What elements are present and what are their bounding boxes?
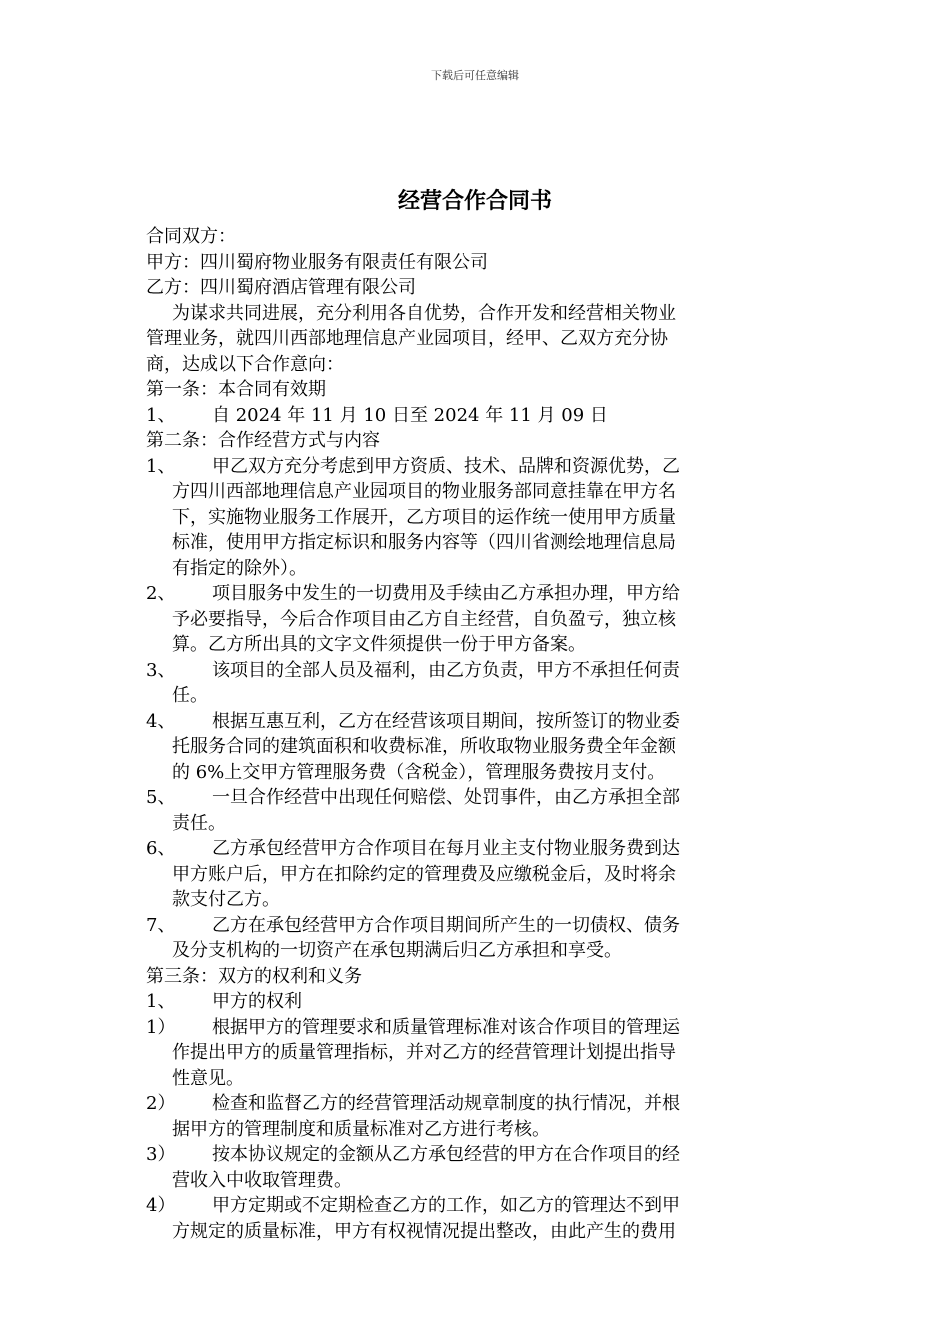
clause-item — [146, 1091, 806, 1142]
article-3-items — [146, 1015, 806, 1245]
clause-line: 标准，使用甲方指定标识和服务内容等（四川省测绘地理信息局 — [172, 532, 676, 553]
article-2-items — [146, 454, 806, 964]
clause-number: 1、 — [146, 991, 176, 1012]
clause-text — [172, 913, 812, 964]
clause-number: 3、 — [146, 659, 176, 681]
article-2-heading: 第二条：合作经营方式与内容 — [146, 430, 380, 451]
clause-item — [146, 581, 806, 658]
clause-text — [172, 658, 812, 709]
clause-line: 的 6%上交甲方管理服务费（含税金），管理服务费按月支付。 — [172, 761, 666, 783]
clause-line: 任。 — [172, 685, 208, 706]
clause-item — [146, 454, 806, 582]
clause-item — [146, 836, 806, 913]
clause-number: 7、 — [146, 914, 176, 936]
clause-line: 该项目的全部人员及福利，由乙方负责，甲方不承担任何责 — [212, 659, 680, 681]
clause-line: 营收入中收取管理费。 — [172, 1169, 352, 1191]
parties-label: 合同双方： — [146, 226, 236, 247]
clause-line: 检查和监督乙方的经营管理活动规章制度的执行情况，并根 — [212, 1093, 680, 1114]
clause-line: 乙方承包经营甲方合作项目在每月业主支付物业服务费到达 — [212, 838, 680, 859]
clause-item — [146, 709, 806, 786]
clause-number: 3） — [146, 1144, 176, 1165]
clause-number: 1、 — [146, 455, 176, 477]
clause-text — [172, 1015, 812, 1092]
party-b: 乙方：四川蜀府酒店管理有限公司 — [146, 277, 416, 298]
clause-item — [146, 403, 806, 429]
clause-line: 方四川西部地理信息产业园项目的物业服务部同意挂靠在甲方名 — [172, 481, 676, 502]
clause-line: 有指定的除外）。 — [172, 557, 307, 579]
preamble-line: 为谋求共同进展，充分利用各自优势，合作开发和经营相关物业 — [172, 302, 676, 324]
clause-line: 算。乙方所出具的文字文件须提供一份于甲方备案。 — [172, 634, 586, 655]
clause-text — [172, 1091, 812, 1142]
clause-line: 一旦合作经营中出现任何赔偿、处罚事件，由乙方承担全部 — [212, 787, 680, 808]
clause-text — [172, 836, 812, 913]
clause-number: 4） — [146, 1195, 176, 1216]
article-3-subheading — [146, 989, 806, 1015]
clause-line: 托服务合同的建筑面积和收费标准，所收取物业服务费全年金额 — [172, 736, 676, 757]
clause-item — [146, 1193, 806, 1244]
clause-line: 乙方在承包经营甲方合作项目期间所产生的一切债权、债务 — [212, 914, 680, 936]
clause-item — [146, 1015, 806, 1092]
clause-line: 责任。 — [172, 812, 226, 834]
clause-text — [172, 785, 812, 836]
clause-line: 予必要指导，今后合作项目由乙方自主经营，自负盈亏，独立核 — [172, 608, 676, 630]
clause-item — [146, 1142, 806, 1193]
clause-number: 2） — [146, 1093, 176, 1114]
article-1-items — [146, 403, 806, 429]
clause-text — [172, 1142, 812, 1193]
article-1-heading: 第一条：本合同有效期 — [146, 379, 326, 400]
clause-text — [172, 581, 812, 658]
clause-line: 按本协议规定的金额从乙方承包经营的甲方在合作项目的经 — [212, 1144, 680, 1165]
clause-text — [172, 454, 812, 582]
clause-number: 4、 — [146, 710, 176, 732]
clause-line: 甲方账户后，甲方在扣除约定的管理费及应缴税金后，及时将余 — [172, 863, 676, 885]
clause-number: 2、 — [146, 583, 176, 604]
clause-text — [172, 1193, 812, 1244]
page-header: 下载后可任意编辑 — [431, 69, 519, 82]
clause-line: 根据甲方的管理要求和质量管理标准对该合作项目的管理运 — [212, 1016, 680, 1038]
clause-line: 作提出甲方的质量管理指标，并对乙方的经营管理计划提出指导 — [172, 1042, 676, 1063]
clause-text — [212, 403, 812, 429]
document-body — [146, 224, 806, 1244]
clause-line: 方规定的质量标准，甲方有权视情况提出整改，由此产生的费用 — [172, 1220, 676, 1242]
clause-line: 性意见。 — [172, 1067, 244, 1089]
clause-line: 根据互惠互利，乙方在经营该项目期间，按所签订的物业委 — [212, 710, 680, 732]
clause-number: 1、 — [146, 404, 176, 426]
preamble-line: 商，达成以下合作意向： — [146, 353, 344, 375]
clause-line: 自 2024 年 11 月 10 日至 2024 年 11 月 09 日 — [212, 404, 608, 426]
clause-line: 据甲方的管理制度和质量标准对乙方进行考核。 — [172, 1118, 550, 1140]
article-3-heading: 第三条：双方的权利和义务 — [146, 965, 362, 987]
clause-line: 甲方定期或不定期检查乙方的工作，如乙方的管理达不到甲 — [212, 1195, 680, 1216]
clause-line: 甲乙双方充分考虑到甲方资质、技术、品牌和资源优势，乙 — [212, 455, 680, 477]
clause-number: 6、 — [146, 838, 176, 859]
clause-item — [146, 785, 806, 836]
preamble-line: 管理业务，就四川西部地理信息产业园项目，经甲、乙双方充分协 — [146, 328, 668, 349]
clause-line: 款支付乙方。 — [172, 889, 280, 910]
clause-text — [172, 709, 812, 786]
party-a: 甲方：四川蜀府物业服务有限责任有限公司 — [146, 251, 488, 273]
clause-item — [146, 658, 806, 709]
clause-line: 项目服务中发生的一切费用及手续由乙方承担办理，甲方给 — [212, 583, 680, 604]
clause-number: 1） — [146, 1016, 176, 1038]
document-title: 经营合作合同书 — [397, 189, 552, 214]
clause-line: 下，实施物业服务工作展开，乙方项目的运作统一使用甲方质量 — [172, 506, 676, 528]
clause-item — [146, 913, 806, 964]
clause-text: 甲方的权利 — [212, 991, 302, 1012]
clause-number: 5、 — [146, 787, 176, 808]
clause-line: 及分支机构的一切资产在承包期满后归乙方承担和享受。 — [172, 940, 622, 961]
